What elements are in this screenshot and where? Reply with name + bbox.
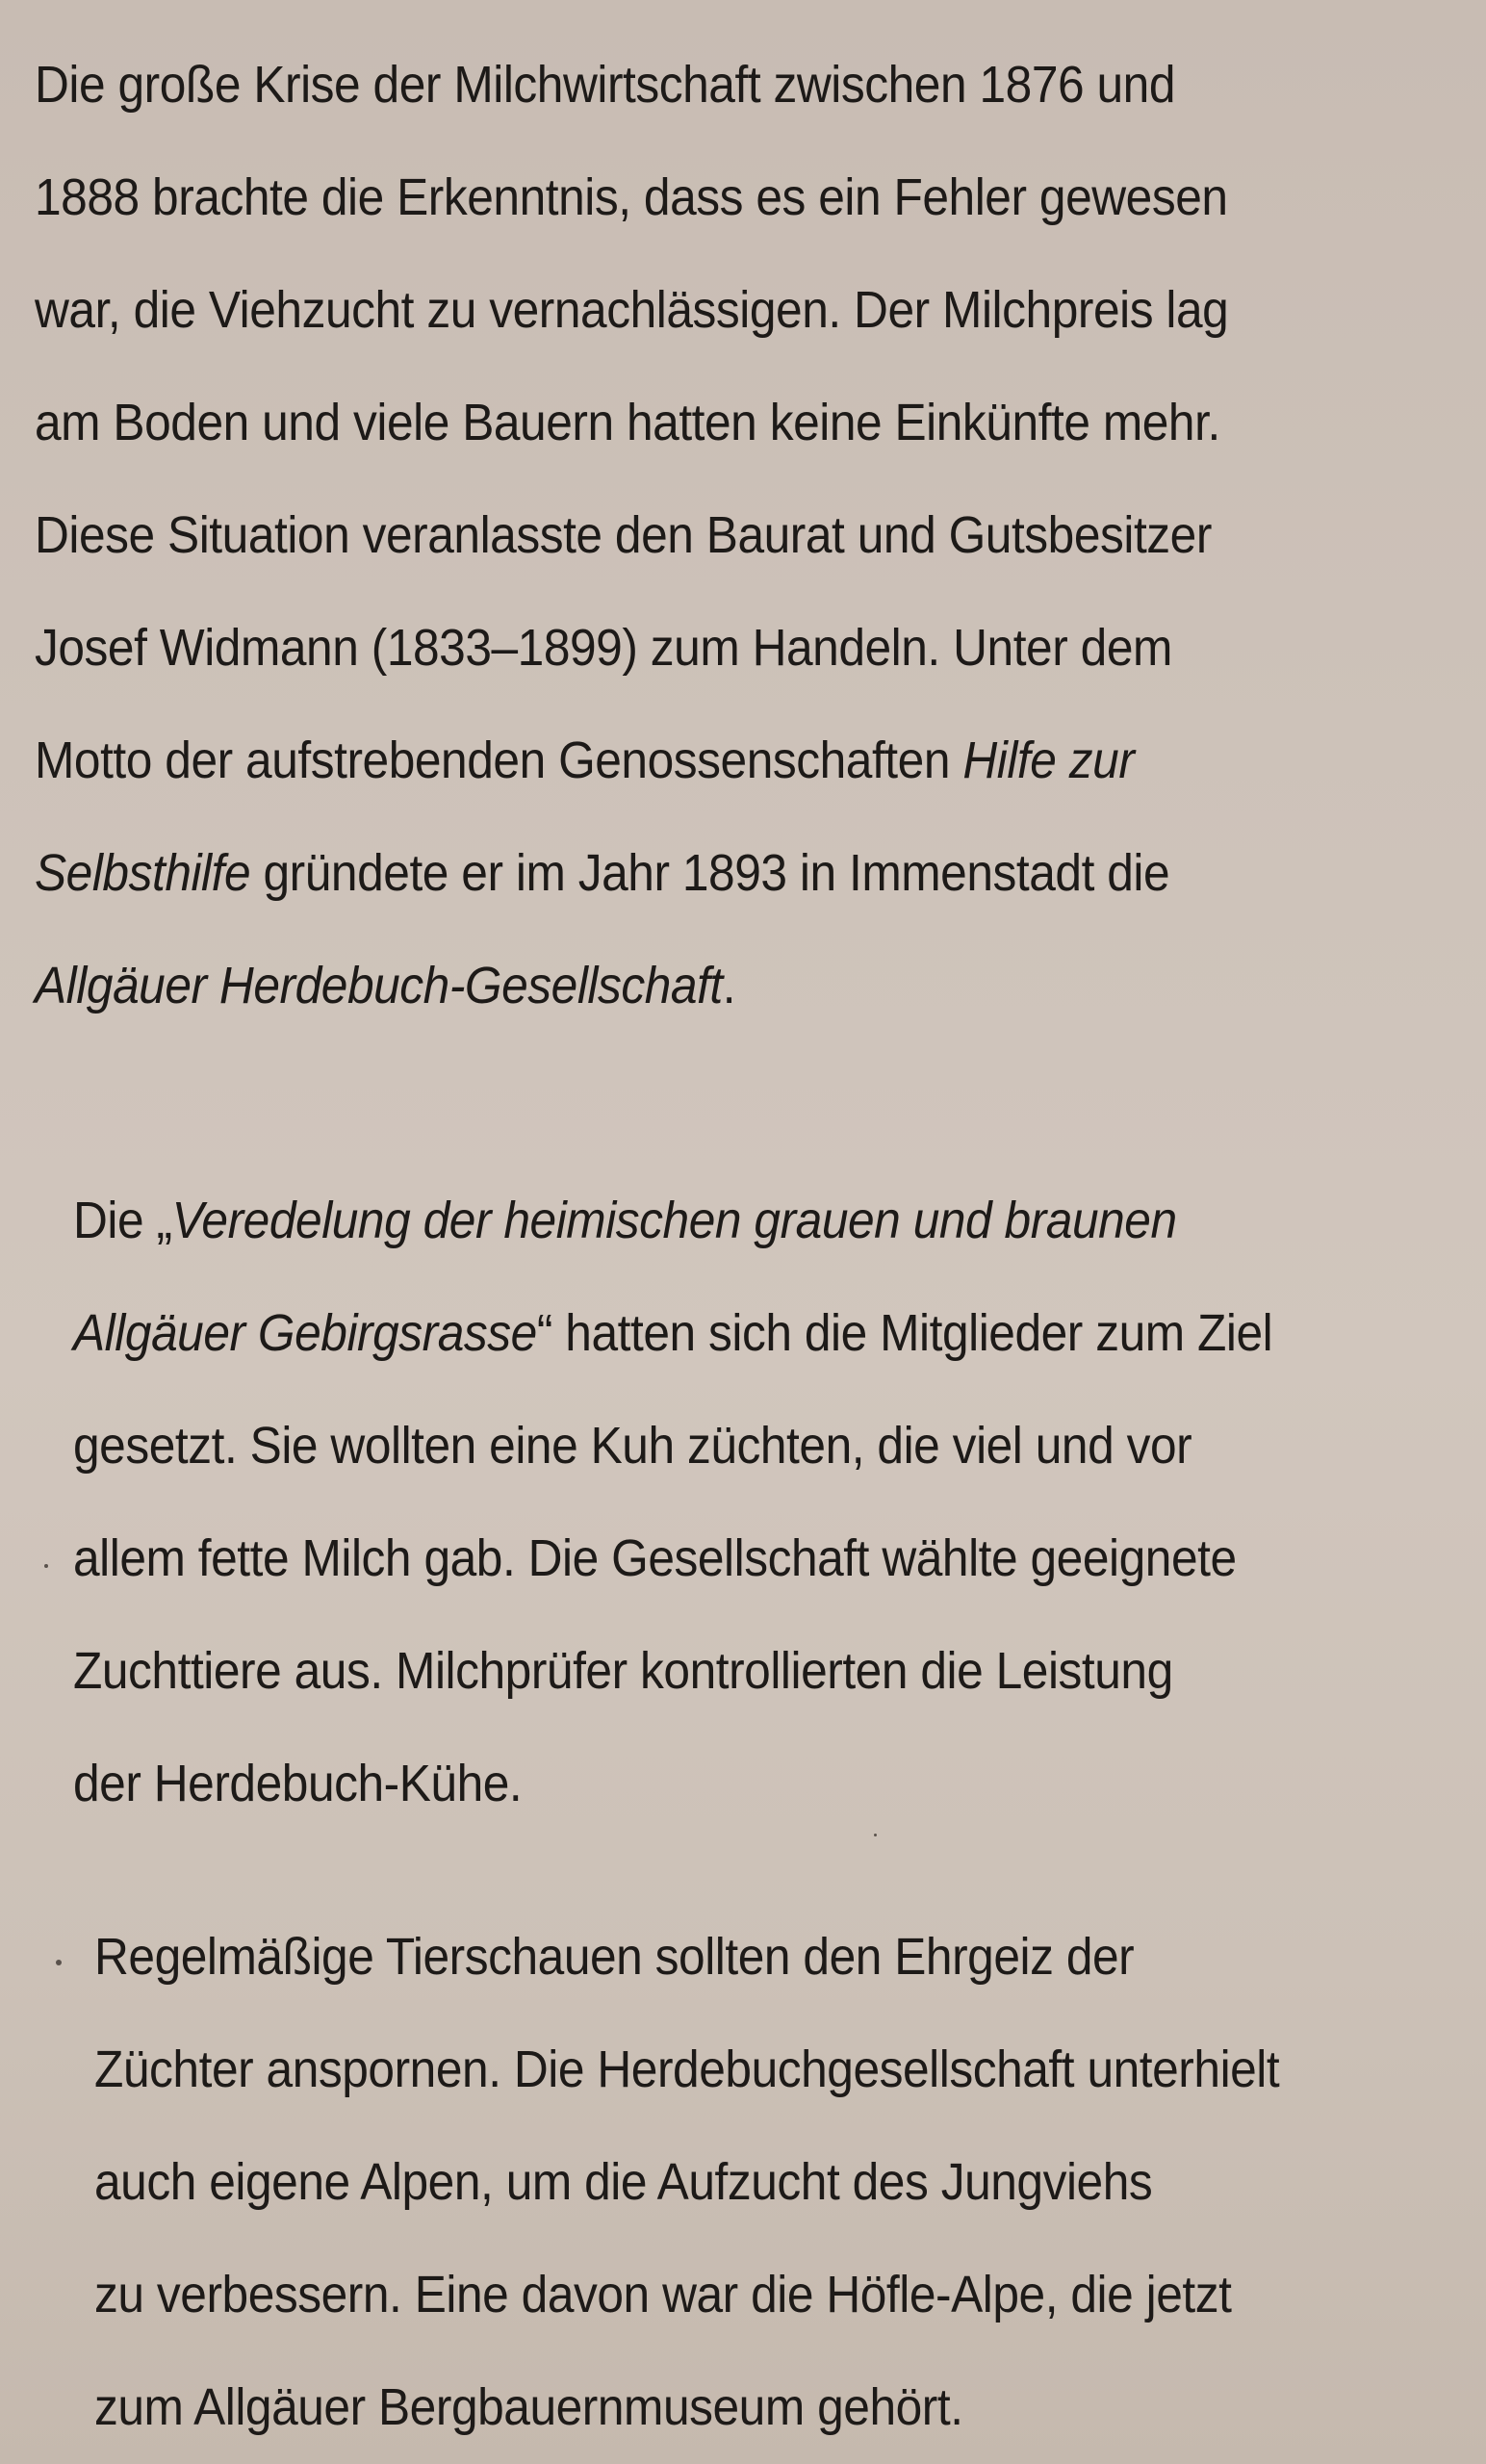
italic-phrase: Allgäuer Herdebuch-Gesellschaft bbox=[35, 957, 723, 1014]
text-line: Josef Widmann (1833–1899) zum Handeln. Unter dem bbox=[35, 619, 1172, 677]
text-line: Allgäuer Herdebuch-Gesellschaft. bbox=[35, 957, 736, 1014]
text-line: Die große Krise der Milchwirtschaft zwischen 1876 und bbox=[35, 56, 1176, 114]
italic-phrase: Selbsthilfe bbox=[35, 844, 251, 902]
text-line: gesetzt. Sie wollten eine Kuh züchten, die viel und vor bbox=[73, 1417, 1192, 1475]
text-line: Regelmäßige Tierschauen sollten den Ehrgeiz der bbox=[94, 1928, 1135, 1986]
text-line: Zuchttiere aus. Milchprüfer kontrollierten die Leistung bbox=[73, 1642, 1173, 1700]
text-line: Die „Veredelung der heimischen grauen und braunen bbox=[73, 1192, 1177, 1249]
dust-speck bbox=[44, 1564, 48, 1568]
paragraph-breeding-goal bbox=[73, 1165, 1377, 1840]
text-line: Züchter anspornen. Die Herdebuchgesellschaft unterhielt bbox=[94, 2040, 1280, 2098]
italic-phrase: Hilfe zur bbox=[962, 732, 1135, 789]
text-line: war, die Viehzucht zu vernachlässigen. Der Milchpreis lag bbox=[35, 281, 1229, 339]
text-line: am Boden und viele Bauern hatten keine Einkünfte mehr. bbox=[35, 394, 1220, 451]
text-line: auch eigene Alpen, um die Aufzucht des Jungviehs bbox=[94, 2153, 1153, 2211]
paragraph-animal-shows bbox=[94, 1901, 1382, 2464]
text-line: zum Allgäuer Bergbauernmuseum gehört. bbox=[94, 2378, 963, 2436]
text-line: Motto der aufstrebenden Genossenschaften Hilfe zur bbox=[35, 732, 1135, 789]
dust-speck bbox=[874, 1834, 877, 1836]
text-line: der Herdebuch-Kühe. bbox=[73, 1755, 523, 1812]
text-line: Selbsthilfe gründete er im Jahr 1893 in Immenstadt die bbox=[35, 844, 1170, 902]
italic-phrase: Allgäuer Gebirgsrasse bbox=[73, 1304, 537, 1362]
paragraph-history bbox=[35, 29, 1332, 1042]
text-line: 1888 brachte die Erkenntnis, dass es ein Fehler gewesen bbox=[35, 168, 1228, 226]
text-line: Diese Situation veranlasste den Baurat und Gutsbesitzer bbox=[35, 506, 1212, 564]
text-line: allem fette Milch gab. Die Gesellschaft wählte geeignete bbox=[73, 1529, 1237, 1587]
text-line: zu verbessern. Eine davon war die Höfle-Alpe, die jetzt bbox=[94, 2266, 1232, 2323]
dust-speck bbox=[56, 1960, 62, 1965]
text-line: Allgäuer Gebirgsrasse“ hatten sich die Mitglieder zum Ziel bbox=[73, 1304, 1273, 1362]
italic-phrase: Veredelung der heimischen grauen und braunen bbox=[171, 1192, 1177, 1249]
